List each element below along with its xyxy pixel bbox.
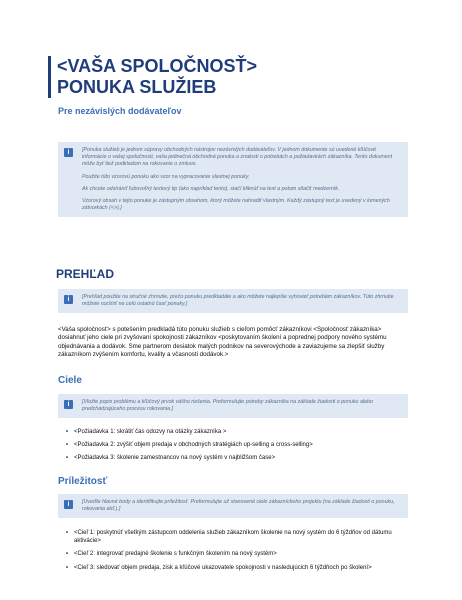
list-item: • <Požiadavka 2: zvýšiť objem predaja v obchodných stratégiách up-selling a cross-selling> [66,441,406,449]
tip-paragraph: Vzorový obsah v tejto ponuke je zástupným obsahom, ktorý môžete nahradiť vlastným. Každý zástupný text je uvedený v lomených zátvorkách (<>).] [82,198,390,212]
opportunity-list [66,529,406,577]
company-name: <VAŠA SPOLOČNOSŤ> [57,56,258,76]
overview-body: <Vaša spoločnosť> s potešením predkladá túto ponuku služieb s cieľom pomôcť zákazníkovi <Spoločnosť zákazníka> dosiahnuť jeho ciele pri zvyšovaní spokojnosti zákazníkov <poskytovaním školení a poprednej podpory nového systému objednávania a dodávok. Sme partnerom desiatok malých podnikov na severovýchode a zaviazujeme sa zlepšiť služby zákazníkom zvýšením komfortu, kvality a včasnosti dodávok.> [58,326,387,359]
list-item: • <Požiadavka 3: školenie zamestnancov na nový systém v najbližšom čase> [66,454,406,462]
tip-paragraph: [Uveďte hlavné body a identifikujte príležitosť. Preformulujte už stanovené ciele zákazníckeho projektu (na základe žiadosti o ponuku, rokovania atď.).] [82,499,395,513]
info-icon: i [64,295,73,304]
goals-tip-box [58,394,408,418]
title-block [48,56,257,98]
tip-paragraph: [Ponuka služieb je jedrom súpravy obchodných nástrojov nezávislých dodávateľov. V jednom dokumente sú uvedené kľúčové informácie o vašej spoločnosti, vaša jedinečná obchodná ponuka a znalosti o potrebách a požiadavkách zákazníka. Tento dokument môže byť tiež podkladom na rokovanie o zmluve. [82,147,393,168]
document-subtitle: Pre nezávislých dodávateľov [58,106,182,116]
list-item: • <Cieľ 2: integrovať predajné školenie s funkčným školením na nový systém> [66,550,406,558]
opportunity-tip-box [58,494,408,518]
info-icon: i [64,148,73,157]
document-title: PONUKA SLUŽIEB [57,77,217,97]
info-icon: i [64,500,73,509]
tip-paragraph: [Vložte popis problému a kľúčový prvok vášho riešenia. Preformulujte potreby zákazníka na základe žiadosti o ponuku alebo predchádzajúceho procesu rokovania.] [82,399,373,413]
list-item: • <Cieľ 1: poskytnúť všetkým zástupcom oddelenia služieb zákazníkom školenie na nový systém do 6 týždňov od dátumu aktivácie> [66,529,406,545]
opportunity-heading: Príležitosť [58,476,108,487]
tip-paragraph: Ak chcete odstrániť ľubovoľný textový tip (ako napríklad tento), stačí kliknúť na text a potom stlačiť medzerník. [82,185,340,192]
tip-paragraph: Použite túto vzorovú ponuku ako vzor na vypracovanie vlastnej ponuky. [82,173,250,180]
list-item: • <Požiadavka 1: skrátiť čas odozvy na otázky zákazníka > [66,428,406,436]
tip-paragraph: [Prehľad použite na stručné zhrnutie, prečo ponuku predkladáte a ako môžete najlepšie vyhovieť potrebám zákazníkov. Túto zhrnutie môžete rozšíriť na celú ostatnú časť ponuky.] [82,294,394,308]
overview-heading: PREHĽAD [56,267,115,281]
goals-heading: Ciele [58,375,82,386]
overview-tip-box [58,289,408,313]
info-icon: i [64,400,73,409]
list-item: • <Cieľ 3: sledovať objem predaja, zisk a kľúčové ukazovatele spokojnosti v nasledujúcich 6 týždňoch po školení> [66,564,406,572]
intro-tip-box [58,142,408,217]
goals-list [66,428,406,468]
